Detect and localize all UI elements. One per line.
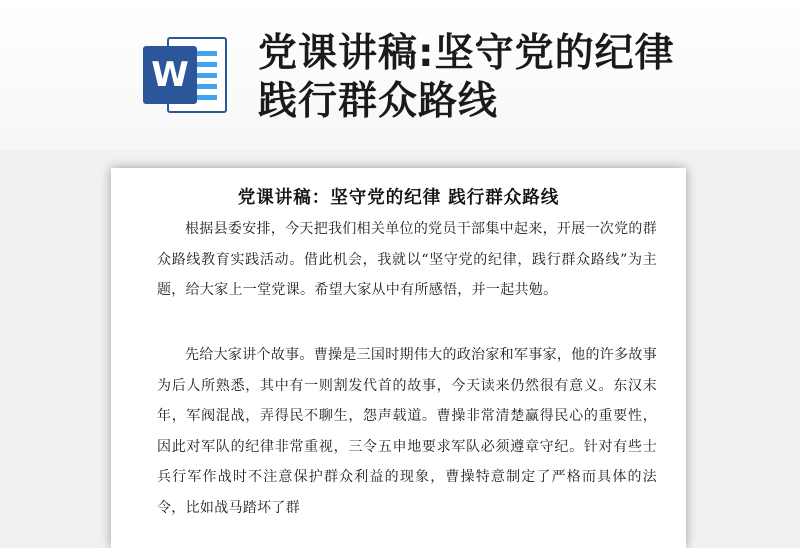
word-icon xyxy=(143,37,229,113)
document-page xyxy=(111,168,686,548)
banner-title: 党课讲稿:坚守党的纪律践行群众路线 xyxy=(258,31,675,124)
paragraph-2: 先给大家讲个故事。曹操是三国时期伟大的政治家和军事家，他的许多故事为后人所熟悉，其中有一则割发代首的故事，今天读来仍然很有意义。东汉末年，军阀混战，弄得民不聊生，怨声载道。曹操非常清楚赢得民心的重要性，因此对军队的纪律非常重视，三令五申地要求军队必须遵章守纪。针对有些士兵行军作战时不注意保护群众利益的现象，曹操特意制定了严格而具体的法令，比如战马踏坏了群 xyxy=(157,347,657,516)
word-letter-tile: W xyxy=(143,46,197,104)
header-banner xyxy=(0,0,800,150)
paragraph-1: 根据县委安排，今天把我们相关单位的党员干部集中起来，开展一次党的群众路线教育实践活动。借此机会，我就以“坚守党的纪律，践行群众路线”为主题，给大家上一堂党课。希望大家从中有所感悟，并一起共勉。 xyxy=(157,221,657,298)
document-heading: 党课讲稿：坚守党的纪律 践行群众路线 xyxy=(237,188,560,208)
